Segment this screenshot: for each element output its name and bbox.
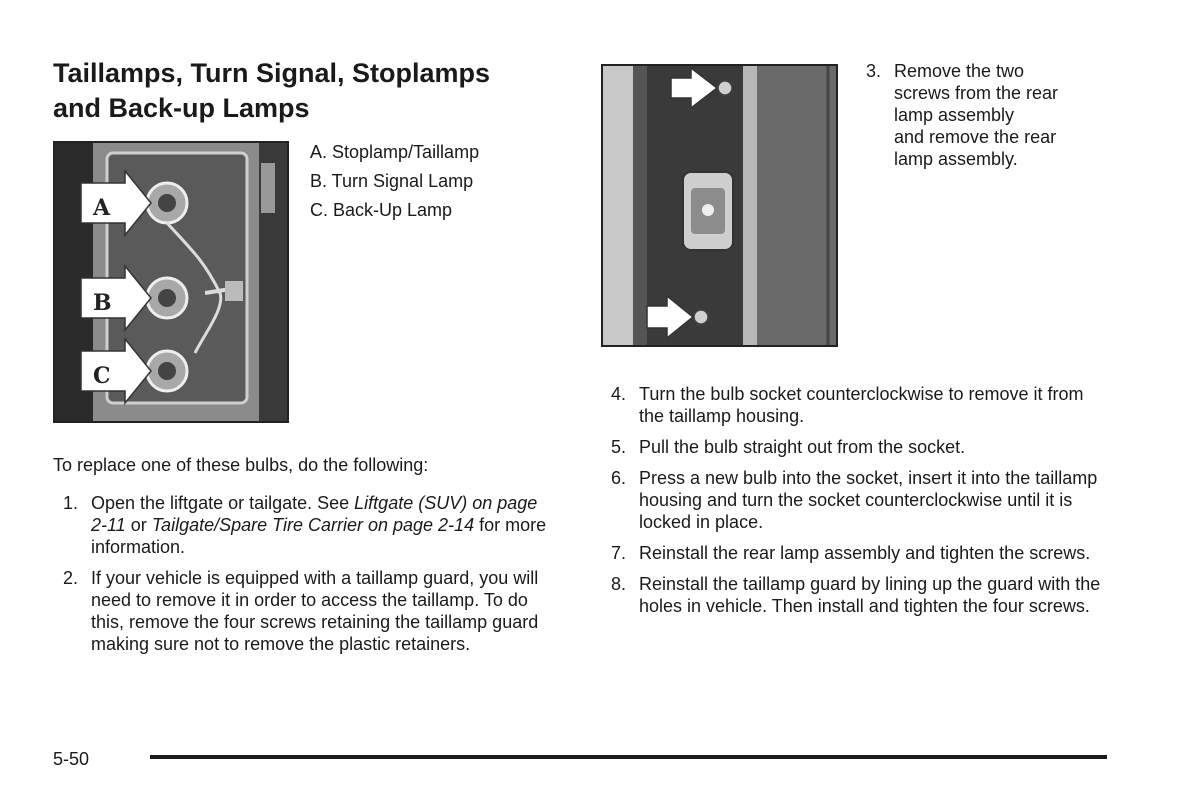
step-3-line: lamp assembly. (894, 149, 1018, 169)
step-text-segment: Open the liftgate or tailgate. See (91, 493, 355, 513)
step-3 (866, 60, 1106, 170)
step-3-line: and remove the rear (894, 127, 1057, 147)
step-text (639, 436, 1111, 458)
step-item (63, 492, 553, 558)
step-text-segment: Turn the bulb socket counterclockwise to remove it from the taillamp housing. (639, 384, 1084, 426)
step-text-segment: Reinstall the rear lamp assembly and tighten the screws. (639, 543, 1091, 563)
page-title-line1: Taillamps, Turn Signal, Stoplamps (53, 58, 491, 88)
step-item (611, 383, 1111, 427)
rear-lamp-screws-illustration (603, 66, 836, 345)
step-text (639, 467, 1111, 533)
step-number: 5. (611, 437, 627, 457)
step-text-segment: for more information. (91, 515, 547, 557)
cross-reference-link[interactable]: Liftgate (SUV) on page 2-11 (91, 493, 538, 535)
bulb-legend (310, 138, 479, 225)
step-number: 8. (611, 574, 627, 594)
step-3-line: Remove the two (894, 61, 1025, 81)
legend-item-b: B. Turn Signal Lamp (310, 171, 474, 191)
taillamp-bulbs-photo (53, 141, 289, 423)
step-item (63, 567, 553, 655)
step-3-line: screws from the rear (894, 83, 1059, 103)
step-number: 7. (611, 543, 627, 563)
steps-list-left (63, 492, 553, 664)
step-text-segment: Reinstall the taillamp guard by lining up the guard with the holes in vehicle. Then install and tighten the four screws. (639, 574, 1101, 616)
rear-lamp-screws-photo (601, 64, 838, 347)
step-3-text (894, 60, 1058, 170)
steps-list-right (611, 383, 1111, 626)
step-item (611, 573, 1111, 617)
step-text (639, 542, 1111, 564)
cross-reference-link[interactable]: Tailgate/Spare Tire Carrier on page 2-14 (151, 515, 475, 535)
step-number: 3. (866, 61, 882, 81)
step-text (91, 492, 553, 558)
page-title (53, 56, 573, 126)
footer-rule (150, 755, 1107, 759)
taillamp-bulbs-illustration (55, 143, 287, 421)
intro-text: To replace one of these bulbs, do the following: (53, 455, 429, 475)
step-text (639, 383, 1111, 427)
step-text-segment: If your vehicle is equipped with a taillamp guard, you will need to remove it in order to access the taillamp. To do this, remove the four screws retaining the taillamp guard making sure not to remove the plastic retainers. (91, 568, 539, 654)
step-text-segment: or (125, 515, 152, 535)
page-title-line2: and Back-up Lamps (53, 93, 310, 123)
step-item (611, 436, 1111, 458)
step-item (611, 467, 1111, 533)
step-text-segment: Press a new bulb into the socket, insert it into the taillamp housing and turn the socket counterclockwise until it is locked in place. (639, 468, 1098, 532)
legend-item-c: C. Back-Up Lamp (310, 200, 453, 220)
step-number: 4. (611, 384, 627, 404)
step-text (639, 573, 1111, 617)
callout-c: C (93, 363, 111, 389)
step-3-line: lamp assembly (894, 105, 1015, 125)
step-text-segment: Pull the bulb straight out from the socket. (639, 437, 966, 457)
step-item (611, 542, 1111, 564)
step-number: 2. (63, 568, 79, 588)
page-number: 5-50 (53, 749, 90, 769)
step-number: 1. (63, 493, 79, 513)
step-number: 6. (611, 468, 627, 488)
legend-item-a: A. Stoplamp/Taillamp (310, 142, 480, 162)
step-text (91, 567, 553, 655)
callout-a: A (93, 195, 111, 221)
callout-b: B (93, 290, 112, 316)
